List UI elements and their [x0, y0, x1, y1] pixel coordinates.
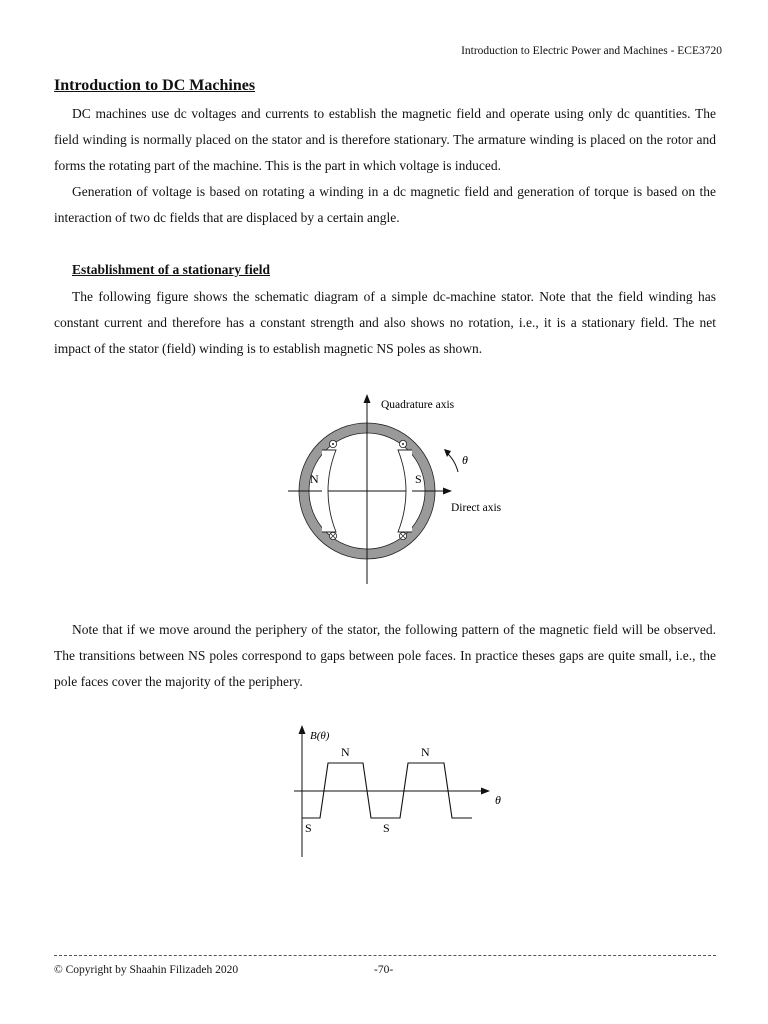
quadrature-axis-label: Quadrature axis	[381, 399, 455, 411]
b-theta-label: B(θ)	[310, 730, 330, 742]
footer-divider	[54, 955, 716, 956]
s-label-1: S	[305, 821, 312, 835]
b-axis-arrow-icon	[299, 725, 306, 734]
direct-axis-label: Direct axis	[451, 502, 502, 514]
paragraph-2	[54, 179, 716, 231]
subsection-title: Establishment of a stationary field	[72, 262, 271, 277]
s-label-2: S	[383, 821, 390, 835]
paragraph-2-text: Generation of voltage is based on rotating a winding in a dc magnetic field and generation of torque is based on the interaction of two dc fields that are displaced by a certain angle.	[54, 184, 716, 225]
section-title: Introduction to DC Machines	[54, 77, 256, 94]
paragraph-4-text: Note that if we move around the periphery of the stator, the following pattern of the magnetic field will be observed. The transitions between NS poles correspond to gaps between pole faces. In practice theses gaps are quite small, i.e., the pole faces cover the majority of the periphery.	[54, 622, 716, 689]
stator-diagram	[280, 390, 520, 590]
pole-s-label: S	[415, 472, 422, 486]
paragraph-1-text: DC machines use dc voltages and currents to establish the magnetic field and operate using only dc quantities. The field winding is normally placed on the stator and is therefore stationary. The armature winding is placed on the rotor and forms the rotating part of the machine. This is the part in which voltage is induced.	[54, 106, 716, 173]
paragraph-4	[54, 617, 716, 695]
page-number: -70-	[374, 964, 394, 976]
theta-label: θ	[462, 453, 468, 467]
running-header: Introduction to Electric Power and Machines - ECE3720	[461, 45, 722, 57]
pole-n-label: N	[310, 472, 319, 486]
n-label-1: N	[341, 745, 350, 759]
n-label-2: N	[421, 745, 430, 759]
theta-axis-arrow-icon	[481, 788, 490, 795]
paragraph-1	[54, 101, 716, 179]
quadrature-axis-arrow-icon	[364, 394, 371, 403]
copyright-notice: © Copyright by Shaahin Filizadeh 2020	[54, 964, 239, 976]
direct-axis-arrow-icon	[443, 488, 452, 495]
paragraph-3	[54, 284, 716, 362]
field-pattern-diagram	[280, 720, 520, 865]
theta-axis-label: θ	[495, 793, 501, 807]
paragraph-3-text: The following figure shows the schematic diagram of a simple dc-machine stator. Note that the field winding has constant current and therefore has a constant strength and also shows no rotation, i.e., it is a stationary field. The net impact of the stator (field) winding is to establish magnetic NS poles as shown.	[54, 289, 716, 356]
